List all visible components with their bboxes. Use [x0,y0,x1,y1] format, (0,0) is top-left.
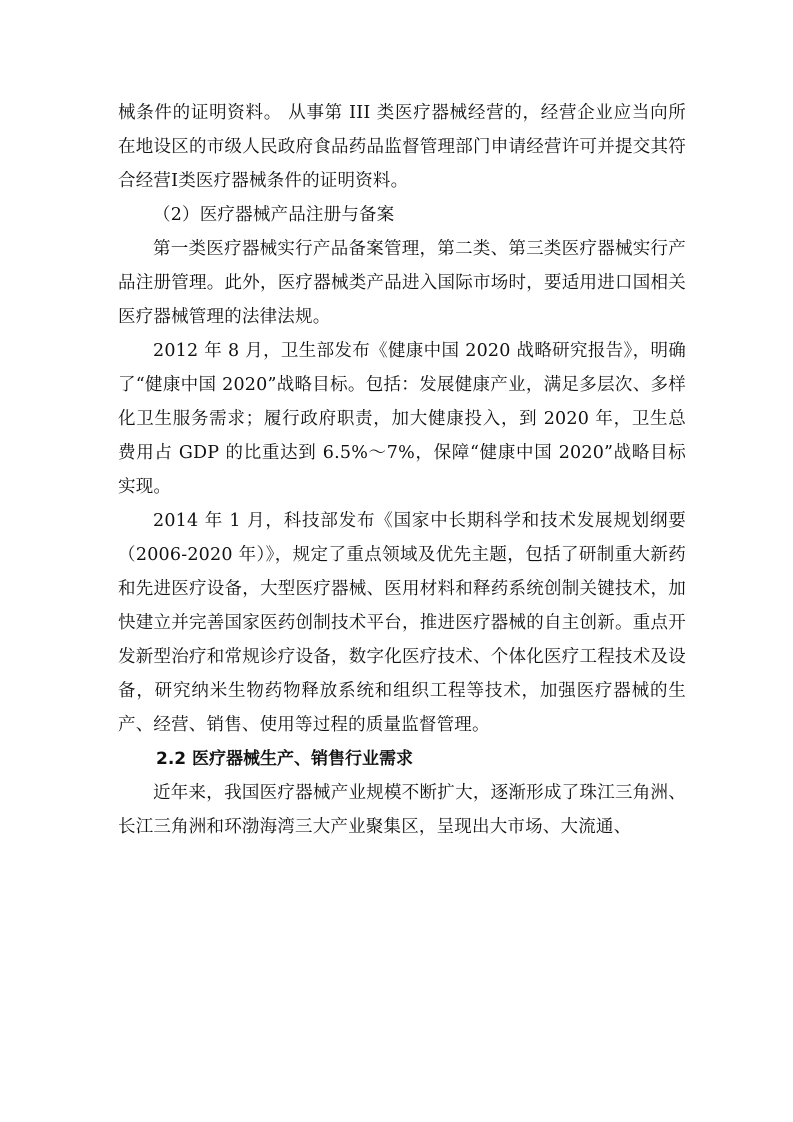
section-heading-industry-demand: 2.2 医疗器械生产、销售行业需求 [156,749,414,769]
paragraph-license-requirements: 械条件的证明资料。 从事第 III 类医疗器械经营的，经营企业应当向所在地设区的市级人民政府食品药品监督管理部门申请经营许可并提交其符合经营Ⅰ类医疗器械条件的证明资料。 [118,103,686,191]
paragraph-science-tech-plan: 2014 年 1 月，科技部发布《国家中长期科学和技术发展规划纲要（2006-2020 年）》，规定了重点领域及优先主题，包括了研制重大新药和先进医疗设备，大型医疗器械、医用材料和释药系统创制关键技术，加快建立并完善国家医药创制技术平台，推进医疗器械的自主创新。重点开发新型治疗和常规诊疗设备，数字化医疗技术、个体化医疗工程技术及设备，研究纳米生物药物释放系统和组织工程等技术，加强医疗器械的生产、经营、销售、使用等过程的质量监督管理。 [118,511,686,735]
subheading-product-registration: （2）医疗器械产品注册与备案 [153,205,395,225]
document-page [118,96,686,844]
paragraph-industry-scale: 近年来，我国医疗器械产业规模不断扩大，逐渐形成了珠江三角洲、长江三角洲和环渤海湾三大产业聚集区，呈现出大市场、大流通、 [118,783,686,837]
paragraph-healthy-china-2020: 2012 年 8 月，卫生部发布《健康中国 2020 战略研究报告》，明确了“健康中国 2020”战略目标。包括：发展健康产业，满足多层次、多样化卫生服务需求；履行政府职责，加大健康投入，到 2020 年，卫生总费用占 GDP 的比重达到 6.5%～7%，保障“健康中国 2020”战略目标实现。 [118,341,686,497]
paragraph-registration-filing: 第一类医疗器械实行产品备案管理，第二类、第三类医疗器械实行产品注册管理。此外，医疗器械类产品进入国际市场时，要适用进口国相关医疗器械管理的法律法规。 [118,239,686,327]
